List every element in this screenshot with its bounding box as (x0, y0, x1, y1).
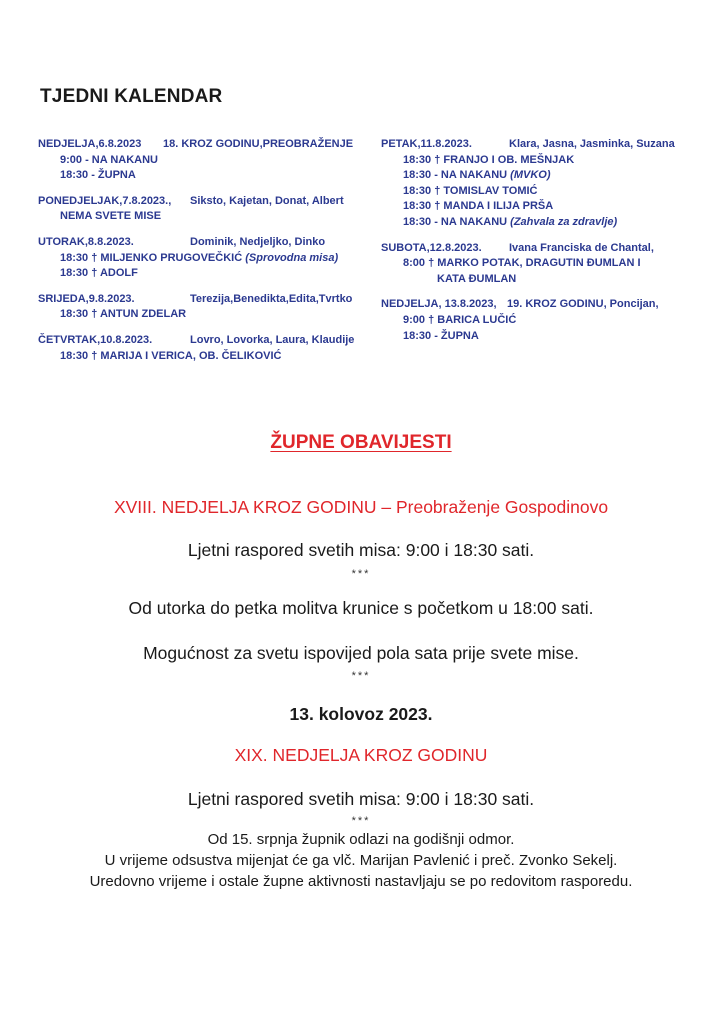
separator-2: *** (351, 670, 371, 682)
day-date: NEDJELJA,6.8.2023 (38, 138, 142, 150)
rosary-notice: Od utorka do petka molitva krunice s početkom u 18:00 sati. (128, 598, 594, 618)
day-saints: Ivana Franciska de Chantal, (509, 241, 654, 254)
mass-intention: NEMA SVETE MISE (60, 210, 162, 223)
calendar-day (38, 235, 368, 282)
calendar-day-header (381, 137, 711, 153)
day-date: SUBOTA,12.8.2023. (381, 241, 482, 254)
calendar-day-header (38, 194, 368, 210)
mass-intention: 18:30 - NA NAKANU (403, 215, 508, 228)
calendar-day-header (381, 297, 711, 313)
day-date: SRIJEDA,9.8.2023. (38, 292, 135, 305)
calendar-day (38, 333, 368, 364)
mass-schedule-2: Ljetni raspored svetih misa: 9:00 i 18:30 sati. (187, 789, 535, 809)
mass-entry (381, 272, 711, 288)
calendar-day (381, 241, 711, 288)
mass-intention: 8:00 † MARKO POTAK, DRAGUTIN ĐUMLAN I (403, 257, 641, 270)
mass-note: (Zahvala za zdravlje) (510, 215, 618, 228)
separator-1: *** (351, 568, 371, 580)
calendar-day-header (38, 333, 368, 349)
calendar-day-header (38, 292, 368, 308)
mass-intention: 18:30 † MANDA I ILIJA PRŠA (403, 200, 554, 213)
day-saints: Lovro, Lovorka, Laura, Klaudije (190, 333, 355, 346)
calendar-day-header (381, 241, 711, 257)
mass-entry (38, 153, 368, 169)
calendar-day (38, 194, 368, 225)
day-date: PETAK,11.8.2023. (381, 138, 472, 150)
mass-schedule-1: Ljetni raspored svetih misa: 9:00 i 18:30 sati. (187, 540, 535, 560)
mass-intention: 18:30 † TOMISLAV TOMIĆ (403, 184, 538, 197)
notice-date: 13. kolovoz 2023. (289, 704, 433, 724)
mass-entry (38, 168, 368, 184)
mass-note: (MVKO) (510, 169, 551, 182)
calendar-day (38, 292, 368, 323)
mass-entry (38, 266, 368, 282)
day-saints: 18. KROZ GODINU,PREOBRAŽENJE (163, 138, 354, 150)
calendar-day-header (38, 235, 368, 251)
mass-entry (381, 153, 711, 169)
day-saints: Klara, Jasna, Jasminka, Suzana (509, 138, 675, 150)
mass-entry (38, 349, 368, 365)
vacation-notice-2: U vrijeme odsustva mijenjat će ga vlč. Marijan Pavlenić i preč. Zvonko Sekelj. (104, 852, 618, 869)
mass-intention: 18:30 † ANTUN ZDELAR (60, 308, 187, 321)
vacation-notice-1: Od 15. srpnja župnik odlazi na godišnji odmor. (207, 831, 515, 848)
mass-entry (38, 307, 368, 323)
mass-intention: 9:00 - NA NAKANU (60, 153, 158, 166)
mass-entry (38, 209, 368, 225)
day-date: ČETVRTAK,10.8.2023. (38, 333, 153, 346)
mass-intention: 18:30 † ADOLF (60, 267, 138, 280)
mass-intention: 18:30 † MILJENKO PRUGOVEČKIĆ (60, 251, 243, 264)
calendar-day (38, 137, 368, 184)
mass-intention: 18:30 - ŽUPNA (60, 169, 136, 182)
confession-notice: Mogućnost za svetu ispovijed pola sata prije svete mise. (143, 643, 579, 663)
mass-entry (381, 168, 711, 184)
calendar-right-column (381, 137, 711, 354)
mass-entry (381, 199, 711, 215)
mass-intention: 9:00 † BARICA LUČIĆ (403, 313, 517, 326)
mass-entry (381, 184, 711, 200)
mass-entry (381, 215, 711, 231)
vacation-notice-3: Uredovno vrijeme i ostale župne aktivnosti nastavljaju se po redovitom rasporedu. (89, 873, 633, 890)
mass-intention: 18:30 - ŽUPNA (403, 329, 479, 342)
day-date: PONEDJELJAK,7.8.2023., (38, 194, 172, 207)
separator-3: *** (351, 815, 371, 827)
notices-title: ŽUPNE OBAVIJESTI (270, 432, 452, 453)
notices-title-wrap (0, 432, 722, 454)
mass-entry (381, 256, 711, 272)
sunday-18-heading: XVIII. NEDJELJA KROZ GODINU – Preobraženje Gospodinovo (113, 497, 609, 517)
mass-entry (38, 251, 368, 267)
mass-entry (381, 313, 711, 329)
calendar-day (381, 137, 711, 231)
day-saints: Siksto, Kajetan, Donat, Albert (190, 194, 344, 207)
mass-intention: 18:30 † FRANJO I OB. MEŠNJAK (403, 153, 575, 166)
mass-entry (381, 329, 711, 345)
day-date: NEDJELJA, 13.8.2023, (381, 298, 497, 311)
calendar-title: TJEDNI KALENDAR (40, 86, 223, 107)
day-date: UTORAK,8.8.2023. (38, 235, 134, 248)
mass-intention: 18:30 - NA NAKANU (403, 169, 508, 182)
sunday-19-heading: XIX. NEDJELJA KROZ GODINU (234, 745, 488, 765)
calendar-day-header (38, 137, 368, 153)
day-saints: Terezija,Benedikta,Edita,Tvrtko (190, 292, 353, 305)
mass-intention: KATA ĐUMLAN (437, 272, 517, 285)
mass-intention: 18:30 † MARIJA I VERICA, OB. ČELIKOVIĆ (60, 349, 282, 362)
calendar-day (381, 297, 711, 344)
mass-note: (Sprovodna misa) (245, 251, 339, 264)
day-saints: 19. KROZ GODINU, Poncijan, (507, 298, 659, 311)
calendar-left-column (38, 137, 368, 374)
day-saints: Dominik, Nedjeljko, Dinko (190, 235, 326, 248)
